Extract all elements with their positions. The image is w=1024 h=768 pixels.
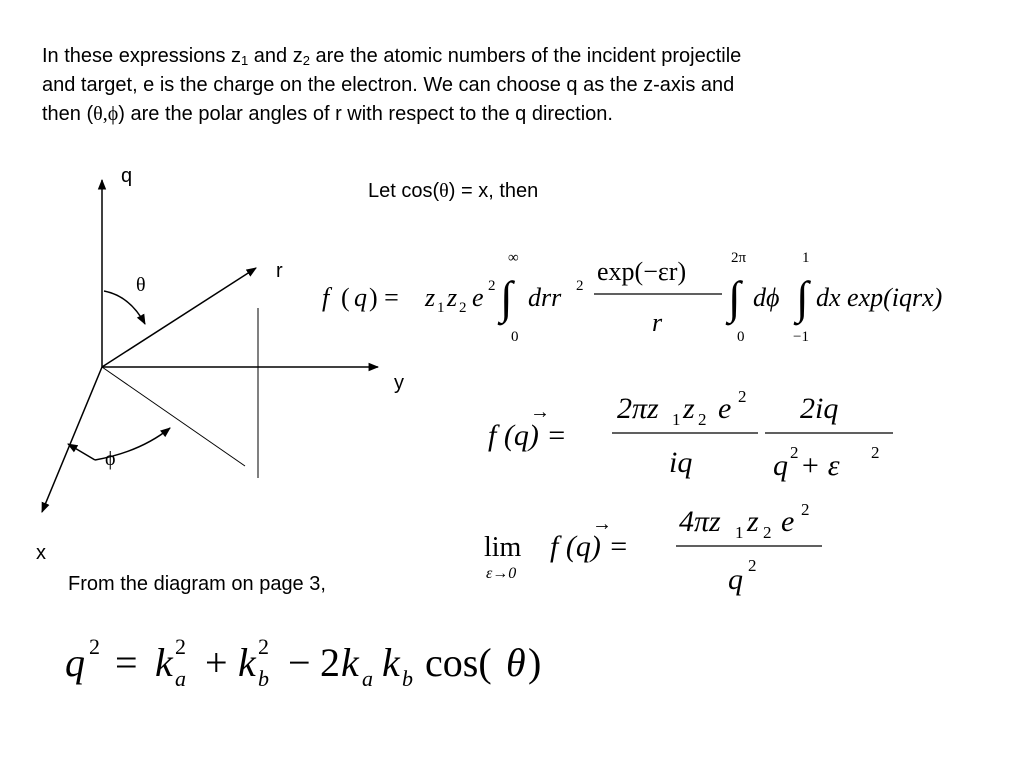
- eq4-k2: k: [382, 640, 400, 685]
- eq2-num1: 2πz: [617, 392, 659, 425]
- eq1-sub-2: 2: [459, 300, 467, 316]
- eq1-e-sup: 2: [488, 278, 496, 294]
- eq3-den: q: [728, 563, 743, 596]
- eq1-dphi: dϕ: [753, 283, 780, 312]
- intro-text-4: and target, e is the charge on the electron. We can choose q as the z-axis and: [42, 74, 735, 96]
- eq3-num-e: e: [781, 505, 795, 538]
- eq3-num-sub2: 2: [763, 523, 772, 542]
- eq1-r-sup: 2: [576, 278, 584, 294]
- eq1-z-b: z: [447, 283, 458, 312]
- eq1-e: e: [472, 283, 484, 312]
- intro-text-6: ) are the polar angles of r with respect to the q direction.: [118, 103, 613, 125]
- eq4-two: 2: [320, 640, 340, 685]
- eq2-num1-sub2: 2: [698, 410, 707, 429]
- eq2-den2-q-sup: 2: [790, 443, 799, 462]
- let-text: Let cos(: [368, 180, 440, 202]
- intro-text-1: In these expressions z: [42, 45, 241, 67]
- eq4-minus: −: [288, 640, 311, 685]
- eq4-plus: +: [205, 640, 228, 685]
- eq1-int2: ∫: [728, 272, 741, 323]
- intro-text-5: then (: [42, 103, 94, 125]
- q-axis-label: q: [121, 165, 133, 187]
- eq2-den2-q: q: [773, 449, 788, 482]
- eq1-int2-lower: 0: [737, 329, 745, 345]
- z2-subscript: 2: [302, 53, 310, 68]
- from-diagram-line: From the diagram on page 3,: [68, 573, 326, 595]
- eq3-num-sub1: 1: [735, 523, 744, 542]
- theta-angle-label: θ: [136, 274, 146, 296]
- eq2-num1-e: e: [718, 392, 732, 425]
- phi-angle-label: ϕ: [105, 448, 116, 470]
- eq1-z-a: z: [425, 283, 436, 312]
- eq1-f: f: [322, 283, 330, 312]
- r-vector-label: r: [276, 260, 283, 282]
- eq4-kb-sup: 2: [258, 634, 269, 659]
- y-axis-label: y: [394, 372, 404, 394]
- eq3-lhs: f (q) =: [550, 530, 629, 563]
- intro-phi: ϕ: [107, 103, 119, 125]
- eq1-close-paren-equals: ) =: [369, 283, 399, 312]
- x-axis-label: x: [36, 542, 46, 564]
- z1-subscript: 1: [241, 53, 249, 68]
- eq4-theta: θ: [506, 640, 526, 685]
- eq3-num-z2: z: [747, 505, 759, 538]
- eq4-q-sup: 2: [89, 634, 100, 659]
- eq4-equals: =: [115, 640, 138, 685]
- eq4-kb: k: [238, 640, 256, 685]
- let-theta: θ: [439, 180, 449, 202]
- eq2-num1-z2: z: [683, 392, 695, 425]
- eq4-ka-sup: 2: [175, 634, 186, 659]
- eq2-den1: iq: [669, 446, 693, 479]
- eq2-lhs: f (q) =: [488, 419, 567, 452]
- eq1-denominator: r: [652, 308, 663, 337]
- intro-text-3: are the atomic numbers of the incident projectile: [309, 45, 742, 67]
- eq4-k1: k: [341, 640, 359, 685]
- eq3-num: 4πz: [679, 505, 721, 538]
- eq1-int3: ∫: [796, 272, 809, 323]
- eq3-q-arrow: →: [592, 513, 612, 535]
- eq4-kb-sub: b: [258, 666, 269, 691]
- intro-text-2: and z: [248, 45, 303, 67]
- eq1-int2-upper: 2π: [731, 250, 747, 266]
- eq3-lim: lim: [484, 532, 522, 563]
- eq1-int3-upper: 1: [802, 250, 810, 266]
- eq1-drr: drr: [528, 283, 562, 312]
- eq1-q: q: [354, 283, 367, 312]
- eq2-q-arrow: →: [530, 401, 550, 423]
- eq2-den2-eps-sup: 2: [871, 443, 880, 462]
- eq1-sub-1: 1: [437, 300, 445, 316]
- let-text-after: ) = x, then: [448, 180, 539, 202]
- eq4-ka-sub: a: [175, 666, 186, 691]
- eq1-int1-lower: 0: [511, 329, 519, 345]
- eq4-close: ): [528, 640, 542, 685]
- eq1-int1: ∫: [500, 272, 513, 323]
- eq4-k2-sub: b: [402, 666, 413, 691]
- intro-theta: θ: [93, 103, 103, 125]
- eq1-tail: dx exp(iqrx): [816, 283, 943, 312]
- eq4-cos: cos(: [425, 640, 492, 685]
- eq2-num1-sub1: 1: [672, 410, 681, 429]
- eq2-num2: 2iq: [800, 392, 839, 425]
- intro-comma: ,: [102, 103, 108, 125]
- eq1-open-paren: (: [341, 283, 350, 312]
- eq1-int3-lower: −1: [793, 329, 809, 345]
- eq2-den2-eps: + ε: [800, 449, 840, 482]
- eq3-den-sup: 2: [748, 556, 757, 575]
- eq4-k1-sub: a: [362, 666, 373, 691]
- eq4-q: q: [65, 640, 85, 685]
- eq1-numerator: exp(−εr): [597, 257, 687, 286]
- eq1-int1-upper: ∞: [508, 250, 519, 266]
- eq3-lim-under: ε→0: [486, 565, 517, 582]
- eq2-num1-sup: 2: [738, 387, 747, 406]
- eq4-ka: k: [155, 640, 173, 685]
- eq3-num-sup: 2: [801, 500, 810, 519]
